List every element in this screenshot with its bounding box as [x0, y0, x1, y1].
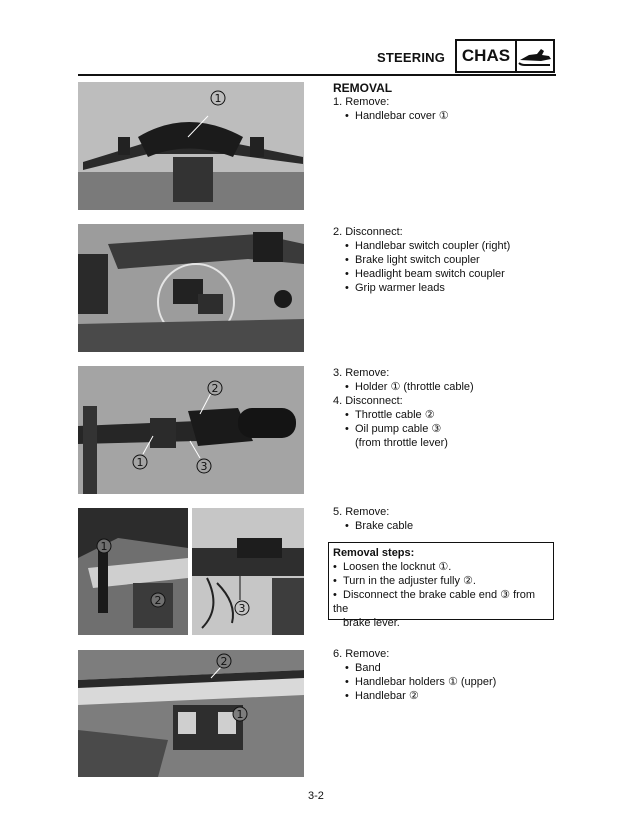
step-item: • Brake cable [333, 519, 413, 533]
removal-step: • Loosen the locknut ①. [333, 560, 549, 574]
step-item: • Band [333, 661, 496, 675]
step-2 [333, 225, 510, 295]
photo-couplers [78, 224, 304, 352]
removal-step: • Disconnect the brake cable end ③ from the [333, 588, 549, 616]
removal-step: • Turn in the adjuster fully ②. [333, 574, 549, 588]
header-rule [78, 74, 556, 76]
chapter-label: CHAS [457, 41, 517, 71]
step-item: • Handlebar cover ① [333, 109, 449, 123]
step-item: • Grip warmer leads [333, 281, 510, 295]
svg-text:2: 2 [211, 382, 219, 395]
step-note: (from throttle lever) [355, 437, 448, 449]
step-5 [333, 505, 413, 533]
svg-text:3: 3 [200, 460, 208, 473]
svg-text:1: 1 [236, 708, 244, 721]
removal-steps-box [328, 542, 554, 629]
svg-text:2: 2 [220, 655, 228, 668]
step-item: • Holder ① (throttle cable) [333, 380, 474, 394]
step-item: • Handlebar ② [333, 689, 496, 703]
step-title: 2. Disconnect: [333, 226, 403, 238]
svg-text:1: 1 [214, 92, 222, 105]
svg-text:3: 3 [238, 602, 246, 615]
step-title: 3. Remove: [333, 367, 390, 379]
snowmobile-icon [517, 41, 553, 71]
chapter-badge [455, 39, 555, 73]
removal-steps-title: Removal steps: [333, 547, 415, 559]
step-item: • Handlebar switch coupler (right) [333, 239, 510, 253]
photo-brake-locknut [78, 508, 188, 635]
step-item: • Headlight beam switch coupler [333, 267, 510, 281]
step-title: 6. Remove: [333, 648, 390, 660]
step-6 [333, 647, 496, 703]
step-title: 1. Remove: [333, 96, 390, 108]
step-3-4 [333, 366, 474, 450]
photo-handlebar-cover [78, 82, 304, 210]
step-title: 5. Remove: [333, 506, 390, 518]
page-number: 3-2 [308, 790, 324, 802]
svg-text:1: 1 [136, 456, 144, 469]
removal-heading: REMOVAL [333, 81, 393, 95]
removal-step-continued: brake lever. [343, 617, 400, 629]
photo-handlebar-holders [78, 650, 304, 777]
step-item: • Handlebar holders ① (upper) [333, 675, 496, 689]
step-title: 4. Disconnect: [333, 395, 403, 407]
step-1 [333, 81, 449, 123]
svg-text:1: 1 [100, 540, 108, 553]
photo-brake-cable-end [192, 508, 304, 635]
svg-text:2: 2 [154, 594, 162, 607]
section-title: STEERING [377, 50, 446, 65]
step-item: • Throttle cable ② [333, 408, 474, 422]
step-item: • Oil pump cable ③ [333, 422, 474, 436]
step-item: • Brake light switch coupler [333, 253, 510, 267]
photo-throttle [78, 366, 304, 494]
